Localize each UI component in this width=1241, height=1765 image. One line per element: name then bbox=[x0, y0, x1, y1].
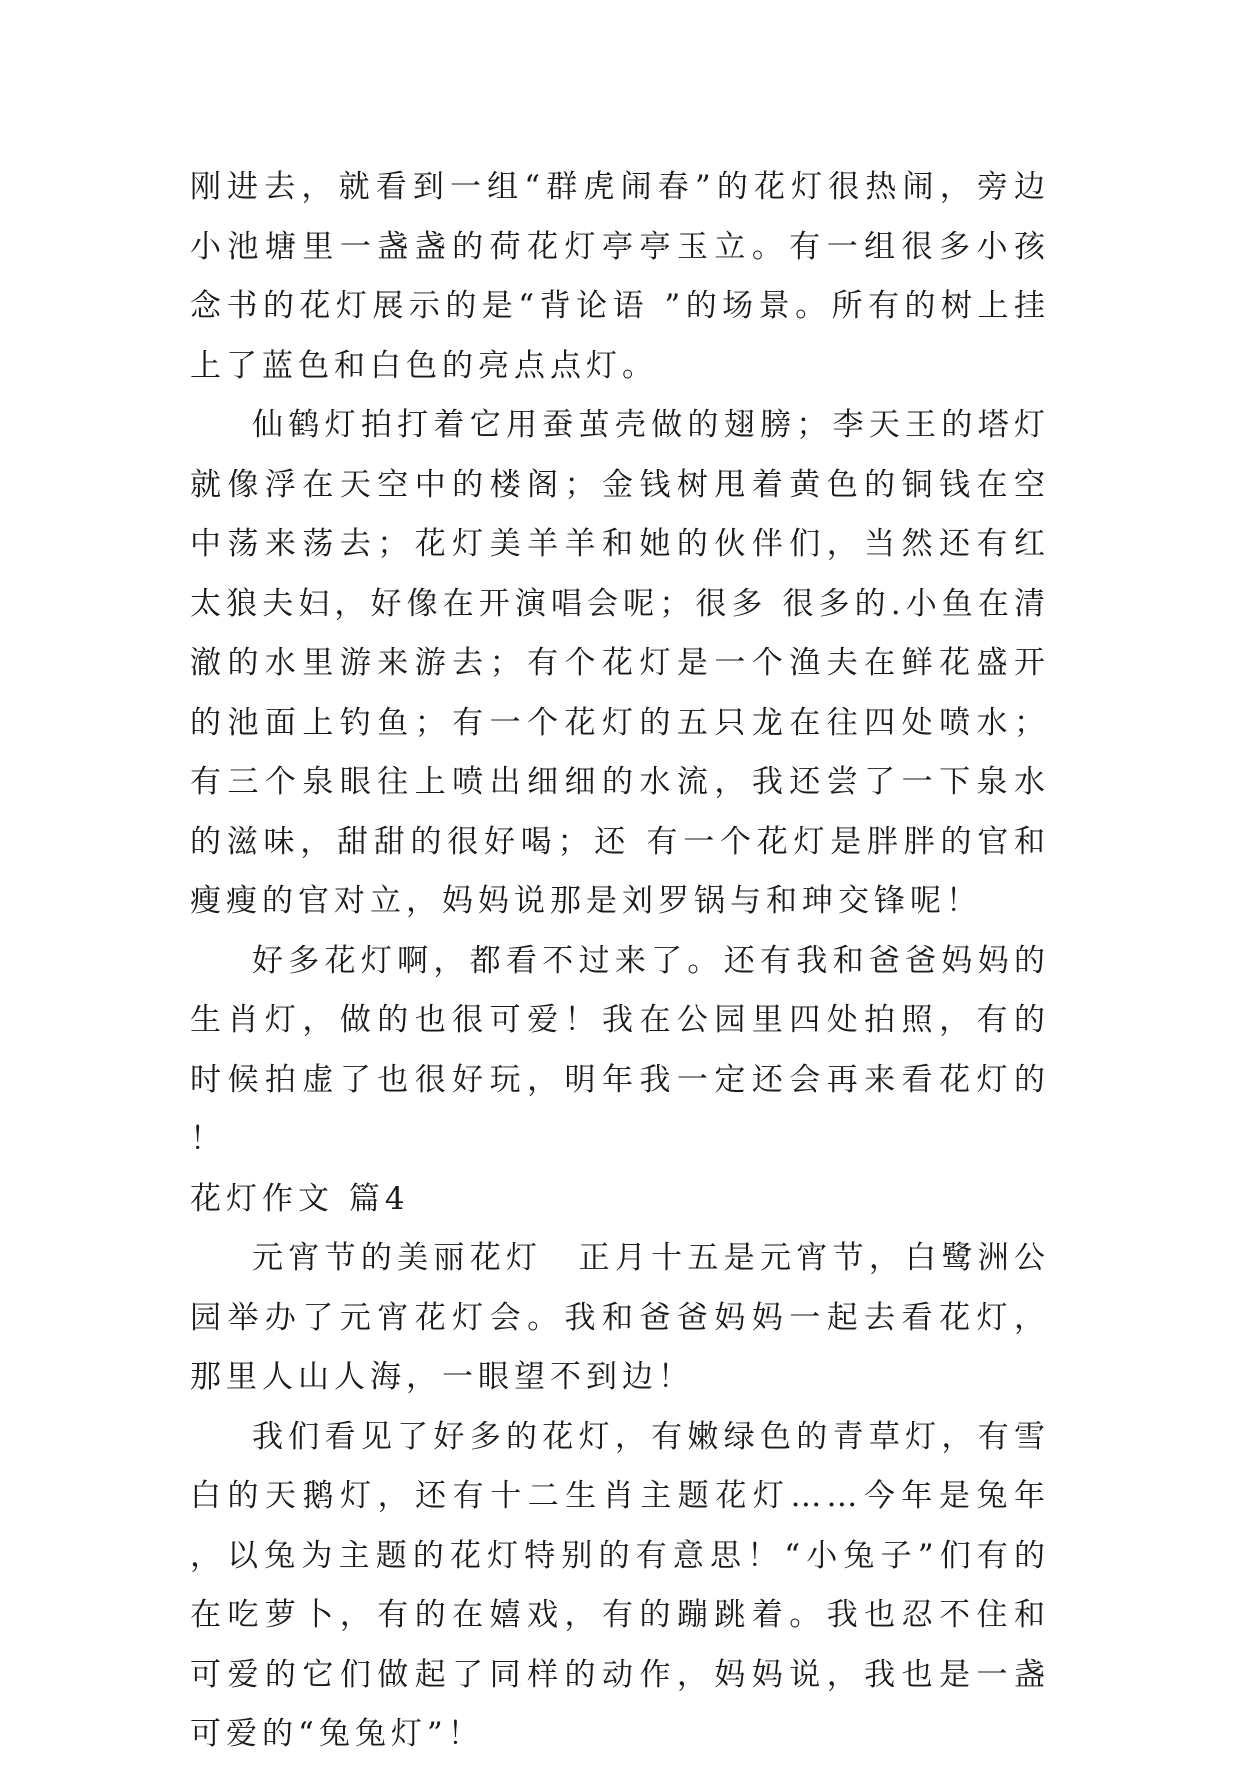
section-heading: 花灯作文 篇4 bbox=[190, 1180, 410, 1217]
paragraph-lantern-descriptions: 仙鹤灯拍打着它用蚕茧壳做的翅膀；李天王的塔灯就像浮在天空中的楼阁；金钱树甩着黄色的铜钱在空中荡来荡去；花灯美羊羊和她的伙伴们，当然还有红太狼夫妇，好像在开演唱会呢；很多 很多的.小鱼在清澈的水里游来游去；有个花灯是一个渔夫在鲜花盛开的池面上钓鱼；有一个花灯的五只龙在往四处喷水；有三个泉眼往上喷出细细的水流，我还尝了一下泉水的滋味，甜甜的很好喝；还 有一个花灯是胖胖的官和瘦瘦的官对立，妈妈说那是刘罗锅与和珅交锋呢！ bbox=[190, 407, 1050, 919]
paragraph-rabbit-lanterns: 我们看见了好多的花灯，有嫩绿色的青草灯，有雪白的天鹅灯，还有十二生肖主题花灯……今年是兔年，以兔为主题的花灯特别的有意思！“小兔子”们有的在吃萝卜，有的在嬉戏，有的蹦跳着。我也忍不住和可爱的它们做起了同样的动作，妈妈说，我也是一盏可爱的“兔兔灯”！ bbox=[190, 1418, 1050, 1752]
paragraph-zodiac-lanterns: 好多花灯啊，都看不过来了。还有我和爸爸妈妈的生肖灯，做的也很可爱！我在公园里四处拍照，有的时候拍虚了也很好玩，明年我一定还会再来看花灯的！ bbox=[190, 942, 1050, 1157]
paragraph-lantern-festival-intro: 元宵节的美丽花灯 正月十五是元宵节，白鹭洲公园举办了元宵花灯会。我和爸爸妈妈一起去看花灯，那里人山人海，一眼望不到边！ bbox=[190, 1240, 1050, 1395]
paragraph-lantern-entrance: 刚进去，就看到一组“群虎闹春”的花灯很热闹，旁边小池塘里一盏盏的荷花灯亭亭玉立。有一组很多小孩念书的花灯展示的是“背论语 ”的场景。所有的树上挂上了蓝色和白色的亮点点灯。 bbox=[190, 169, 1050, 384]
document-body bbox=[190, 158, 1050, 1765]
